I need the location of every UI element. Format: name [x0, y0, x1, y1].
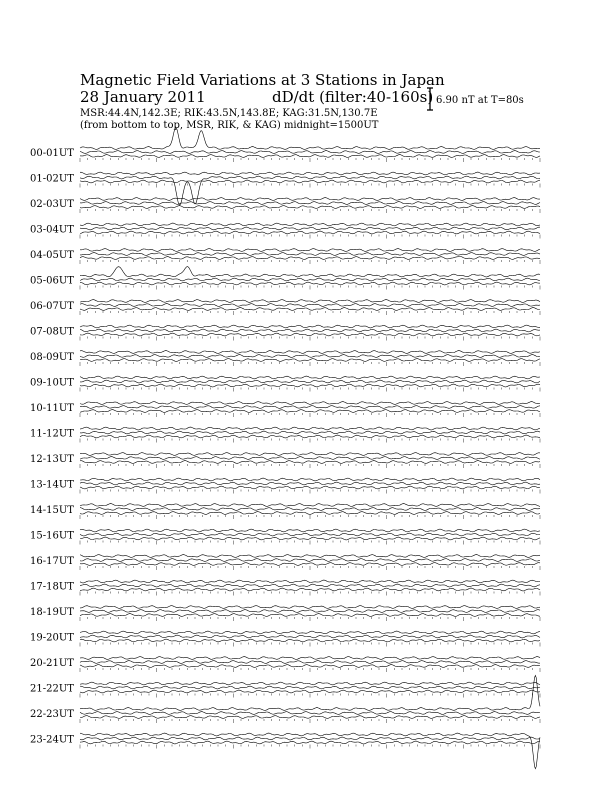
row-label: 21-22UT — [30, 683, 74, 695]
trace-rik — [80, 406, 540, 409]
chart-quantity-filter: dD/dt (filter:40-160s) — [272, 88, 434, 106]
trace-rik — [80, 202, 540, 205]
row-label: 22-23UT — [30, 709, 74, 720]
trace-kag — [80, 172, 540, 175]
trace-rik — [80, 635, 540, 638]
trace-msr — [80, 537, 540, 540]
row-label: 00-01UT — [30, 148, 74, 159]
hour-row — [30, 657, 540, 672]
row-label: 07-08UT — [30, 326, 74, 338]
trace-kag — [80, 682, 540, 685]
hour-row — [30, 223, 540, 238]
trace-kag — [80, 504, 540, 507]
trace-rik — [80, 533, 540, 536]
hour-row — [30, 427, 540, 442]
row-label: 17-18UT — [30, 581, 74, 593]
hour-row — [30, 529, 540, 544]
trace-kag — [80, 325, 540, 328]
row-label: 20-21UT — [30, 658, 74, 669]
trace-msr — [80, 231, 540, 234]
trace-kag — [80, 657, 540, 660]
row-label: 19-20UT — [30, 632, 74, 644]
hour-row — [30, 453, 540, 468]
trace-rik — [80, 559, 540, 562]
trace-msr — [80, 639, 540, 642]
trace-msr — [80, 461, 540, 464]
row-label: 05-06UT — [30, 275, 74, 287]
trace-msr — [80, 512, 540, 515]
trace-kag — [80, 631, 540, 634]
trace-kag — [80, 453, 540, 456]
trace-kag — [80, 267, 540, 277]
row-label: 01-02UT — [30, 173, 74, 185]
trace-msr — [80, 690, 540, 693]
trace-rik — [80, 355, 540, 358]
hour-row — [30, 606, 540, 621]
trace-rik — [80, 431, 540, 434]
trace-msr — [80, 410, 540, 413]
row-label: 16-17UT — [30, 556, 74, 567]
trace-kag — [80, 606, 540, 609]
row-label: 03-04UT — [30, 224, 74, 236]
trace-msr — [80, 486, 540, 489]
hourly-rows — [30, 128, 540, 769]
row-label: 15-16UT — [30, 530, 74, 542]
trace-rik — [80, 176, 540, 205]
row-label: 11-12UT — [30, 428, 74, 440]
hour-row — [30, 580, 540, 595]
trace-rik — [80, 253, 540, 256]
hour-row — [30, 198, 540, 213]
row-label: 12-13UT — [30, 454, 74, 465]
trace-kag — [80, 478, 540, 481]
trace-rik — [80, 329, 540, 332]
trace-rik — [80, 610, 540, 613]
trace-kag — [80, 427, 540, 430]
trace-rik — [80, 508, 540, 511]
trace-order-note: (from bottom to top, MSR, RIK, & KAG) midnight=1500UT — [80, 120, 379, 131]
chart-title: Magnetic Field Variations at 3 Stations in Japan — [80, 71, 445, 89]
trace-rik — [80, 457, 540, 460]
trace-kag — [80, 223, 540, 226]
trace-rik — [80, 227, 540, 230]
station-coordinates: MSR:44.4N,142.3E; RIK:43.5N,143.8E; KAG:31.5N,130.7E — [80, 108, 378, 119]
row-label: 09-10UT — [30, 377, 74, 389]
trace-kag — [80, 376, 540, 379]
trace-rik — [80, 482, 540, 485]
trace-kag — [80, 249, 540, 252]
scale-bar-label: 6.90 nT at T=80s — [436, 95, 524, 106]
row-label: 13-14UT — [30, 479, 74, 491]
hour-row — [30, 555, 540, 570]
trace-msr — [80, 206, 540, 209]
trace-rik — [80, 712, 540, 715]
trace-msr — [80, 665, 540, 668]
trace-kag — [80, 351, 540, 354]
trace-rik — [80, 278, 540, 281]
hour-row — [30, 325, 540, 340]
row-label: 23-24UT — [30, 734, 74, 746]
trace-rik — [80, 151, 540, 154]
trace-msr — [80, 741, 540, 744]
trace-msr — [80, 563, 540, 566]
hour-row — [30, 402, 540, 417]
trace-rik — [80, 661, 540, 664]
hour-row — [30, 733, 540, 769]
hour-row — [30, 351, 540, 366]
chart-date: 28 January 2011 — [80, 88, 206, 106]
trace-msr — [80, 257, 540, 260]
trace-kag — [80, 402, 540, 405]
trace-rik — [80, 584, 540, 587]
trace-rik — [80, 686, 540, 689]
hour-row — [30, 249, 540, 264]
hour-row — [30, 376, 540, 391]
trace-msr — [80, 180, 540, 183]
row-label: 02-03UT — [30, 199, 74, 210]
trace-kag — [80, 300, 540, 303]
trace-kag — [80, 555, 540, 558]
row-label: 14-15UT — [30, 505, 74, 516]
trace-msr — [80, 588, 540, 591]
trace-msr — [80, 359, 540, 362]
trace-msr — [80, 282, 540, 285]
trace-kag — [80, 529, 540, 532]
trace-msr — [80, 435, 540, 438]
hour-row — [30, 675, 540, 723]
hour-row — [30, 267, 540, 290]
trace-rik — [80, 304, 540, 307]
trace-kag — [80, 580, 540, 583]
hour-row — [30, 128, 540, 162]
row-label: 18-19UT — [30, 607, 74, 618]
trace-msr — [80, 333, 540, 336]
hour-row — [30, 504, 540, 519]
row-label: 04-05UT — [30, 250, 74, 261]
hour-row — [30, 631, 540, 646]
trace-msr — [80, 716, 540, 719]
row-label: 06-07UT — [30, 301, 74, 312]
hour-row — [30, 682, 540, 697]
row-label: 10-11UT — [30, 403, 74, 414]
trace-msr — [80, 614, 540, 617]
scale-bar — [427, 88, 524, 110]
hour-row — [30, 300, 540, 315]
trace-kag — [80, 198, 540, 201]
row-label: 08-09UT — [30, 352, 74, 363]
trace-rik — [80, 380, 540, 383]
trace-rik — [80, 737, 540, 740]
hour-row — [30, 478, 540, 493]
trace-msr — [80, 384, 540, 387]
trace-msr — [80, 308, 540, 311]
trace-msr — [80, 155, 540, 158]
